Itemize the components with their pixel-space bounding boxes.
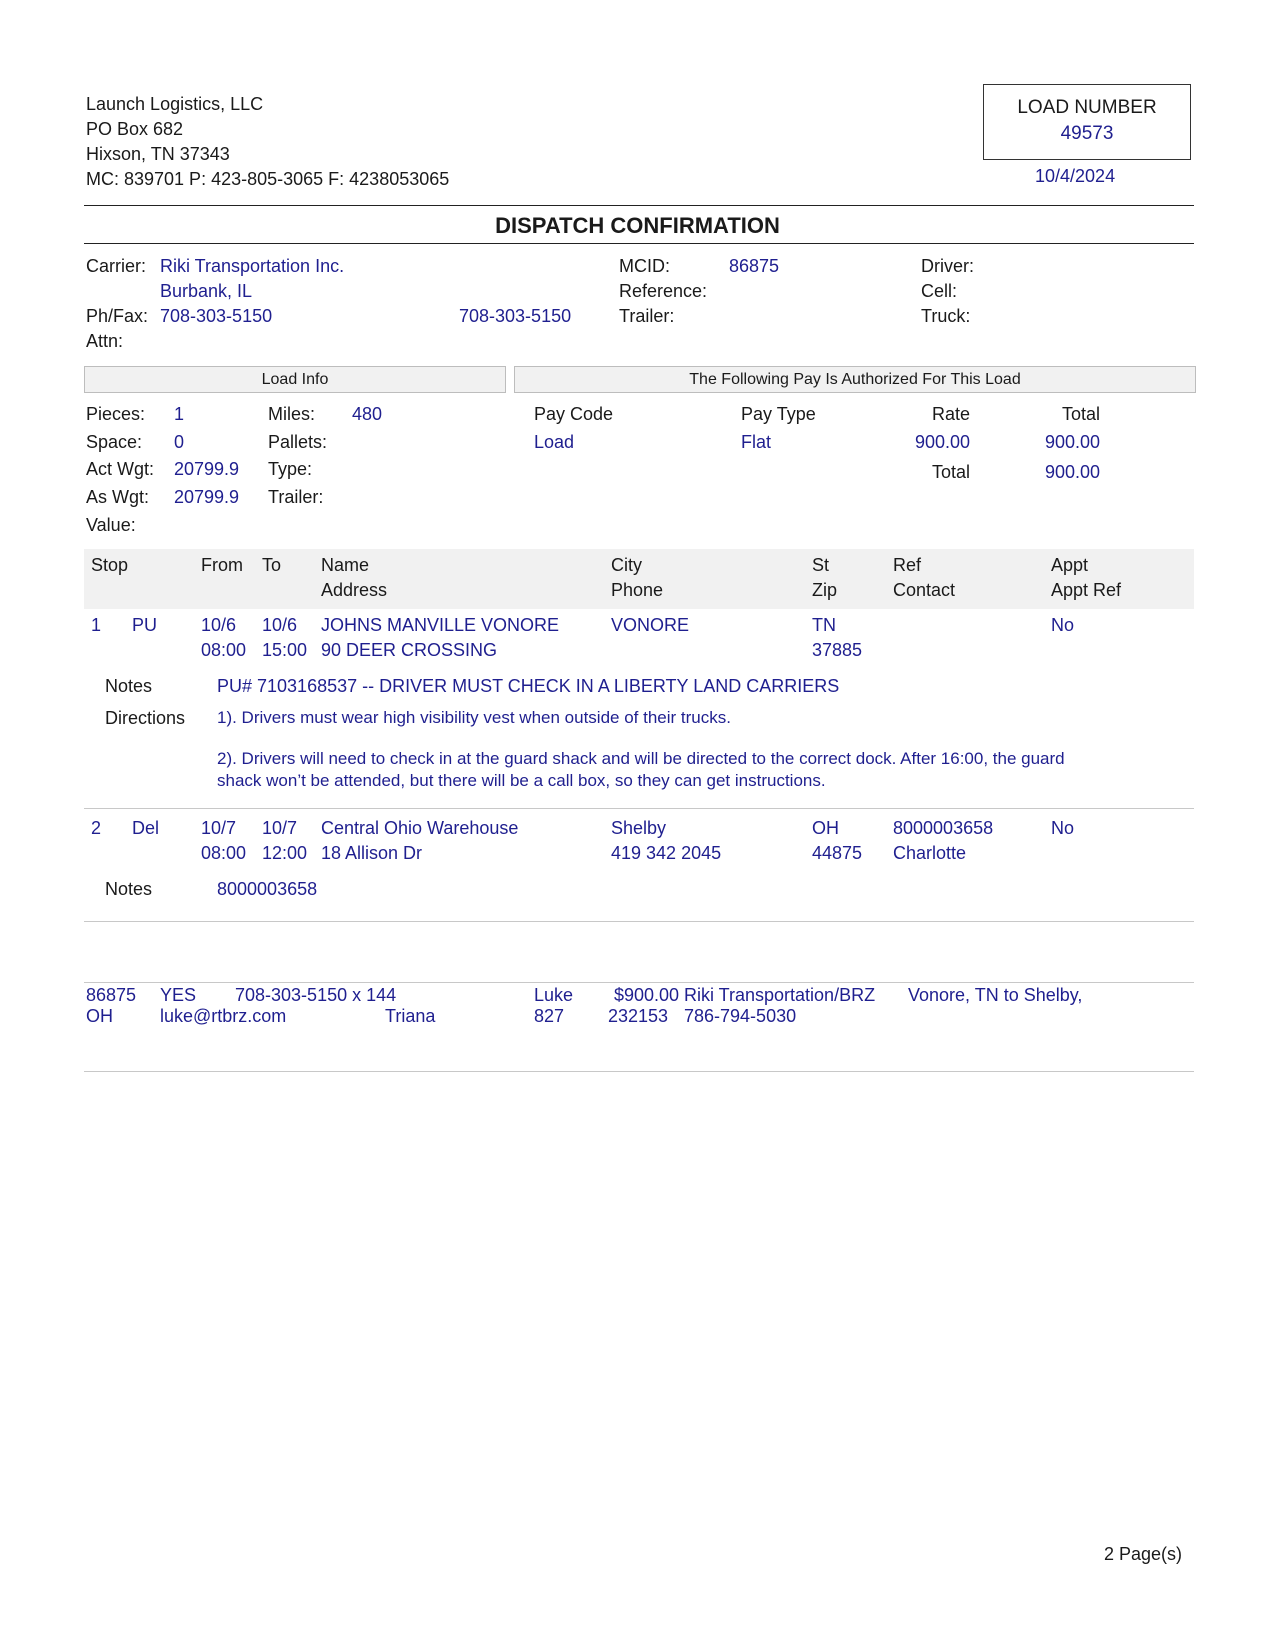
cell-label: Cell: (921, 281, 958, 301)
stop-number: 2 (91, 818, 102, 838)
total-header: Total (1061, 404, 1100, 424)
company-name: Launch Logistics, LLC (86, 94, 264, 114)
miles-value: 480 (352, 404, 383, 424)
stop-notes: 8000003658 (217, 879, 318, 899)
pay-amount: 900.00 (1044, 432, 1100, 452)
stop-directions-line2: 2). Drivers will need to check in at the guard shack and will be directed to the correct dock. After 16:00, the guard (217, 749, 1065, 768)
pay-total-label: Total (931, 462, 970, 482)
stop-appt: No (1051, 818, 1075, 838)
stop-number: 1 (91, 615, 102, 635)
act-wgt-label: Act Wgt: (86, 459, 155, 479)
footer-cell: 86875 (86, 985, 137, 1005)
load-trailer-label: Trailer: (268, 487, 324, 507)
col-appt-ref: Appt Ref (1051, 580, 1122, 600)
trailer-label: Trailer: (619, 306, 675, 326)
footer-cell: 786-794-5030 (684, 1006, 797, 1026)
stop-directions-label: Directions (105, 708, 186, 728)
stop-from-time: 08:00 (201, 640, 247, 660)
stop-from-date: 10/7 (201, 818, 237, 838)
pieces-value: 1 (174, 404, 185, 424)
stop-to-date: 10/6 (262, 615, 298, 635)
driver-label: Driver: (921, 256, 974, 276)
stop-state: TN (812, 615, 836, 635)
col-address: Address (321, 580, 388, 600)
load-info-header: Load Info (84, 366, 506, 393)
stop-divider (84, 808, 1194, 809)
carrier-fax: 708-303-5150 (459, 306, 572, 326)
stop-zip: 37885 (812, 640, 863, 660)
pallets-label: Pallets: (268, 432, 328, 452)
title-bottom-rule (84, 243, 1194, 244)
footer-cell: 232153 (608, 1006, 669, 1026)
stops-end-rule (84, 921, 1194, 922)
pieces-label: Pieces: (86, 404, 146, 424)
footer-cell: luke@rtbrz.com (160, 1006, 287, 1026)
carrier-name: Riki Transportation Inc. (160, 256, 345, 276)
footer-cell: Triana (385, 1006, 436, 1026)
attn-label: Attn: (86, 331, 124, 351)
stop-city: VONORE (611, 615, 690, 635)
footer-bottom-rule (84, 1071, 1194, 1072)
col-city: City (611, 555, 642, 575)
pay-code-header: Pay Code (534, 404, 614, 424)
miles-label: Miles: (268, 404, 316, 424)
stop-directions-line1: 1). Drivers must wear high visibility vest when outside of their trucks. (217, 708, 731, 727)
footer-top-rule (84, 982, 1194, 983)
col-st: St (812, 555, 830, 575)
load-number: 49573 (1060, 123, 1114, 144)
footer-cell: 827 (534, 1006, 565, 1026)
pay-header: The Following Pay Is Authorized For This Load (514, 366, 1196, 393)
pay-rate: 900.00 (914, 432, 970, 452)
act-wgt-value: 20799.9 (174, 459, 240, 479)
stop-from-date: 10/6 (201, 615, 237, 635)
footer-cell: Luke (534, 985, 574, 1005)
phfax-label: Ph/Fax: (86, 306, 149, 326)
stop-to-time: 12:00 (262, 843, 308, 863)
as-wgt-label: As Wgt: (86, 487, 150, 507)
carrier-label: Carrier: (86, 256, 147, 276)
page-count: 2 Page(s) (1104, 1544, 1183, 1564)
rate-header: Rate (931, 404, 970, 424)
value-label: Value: (86, 515, 136, 535)
stop-contact: Charlotte (893, 843, 967, 863)
carrier-phone: 708-303-5150 (160, 306, 273, 326)
col-zip: Zip (812, 580, 838, 600)
stop-to-time: 15:00 (262, 640, 308, 660)
space-value: 0 (174, 432, 185, 452)
company-address-line2: Hixson, TN 37343 (86, 144, 230, 164)
mcid-label: MCID: (619, 256, 670, 276)
col-appt: Appt (1051, 555, 1089, 575)
company-contact: MC: 839701 P: 423-805-3065 F: 4238053065 (86, 169, 450, 189)
company-address-line1: PO Box 682 (86, 119, 184, 139)
truck-label: Truck: (921, 306, 971, 326)
carrier-city: Burbank, IL (160, 281, 253, 301)
stop-zip: 44875 (812, 843, 863, 863)
load-number-label: LOAD NUMBER (1017, 97, 1157, 118)
stop-notes-label: Notes (105, 676, 153, 696)
col-phone: Phone (611, 580, 664, 600)
stop-name: Central Ohio Warehouse (321, 818, 519, 838)
stop-phone: 419 342 2045 (611, 843, 722, 863)
footer-cell: Vonore, TN to Shelby, (908, 985, 1083, 1005)
stop-from-time: 08:00 (201, 843, 247, 863)
footer-cell: 708-303-5150 x 144 (235, 985, 397, 1005)
stop-ref: 8000003658 (893, 818, 994, 838)
col-from: From (201, 555, 243, 575)
stop-directions-line3: shack won’t be attended, but there will be a call box, so they can get instructions. (217, 771, 826, 790)
pay-code: Load (534, 432, 575, 452)
stop-state: OH (812, 818, 839, 838)
stop-name: JOHNS MANVILLE VONORE (321, 615, 560, 635)
mcid-value: 86875 (729, 256, 780, 276)
col-ref: Ref (893, 555, 922, 575)
stop-address: 90 DEER CROSSING (321, 640, 498, 660)
stop-notes: PU# 7103168537 -- DRIVER MUST CHECK IN A LIBERTY LAND CARRIERS (217, 676, 840, 696)
stop-city: Shelby (611, 818, 667, 838)
reference-label: Reference: (619, 281, 708, 301)
footer-cell: $900.00 (614, 985, 680, 1005)
col-to: To (262, 555, 282, 575)
stop-appt: No (1051, 615, 1075, 635)
stop-to-date: 10/7 (262, 818, 298, 838)
stop-address: 18 Allison Dr (321, 843, 423, 863)
title-top-rule (84, 205, 1194, 206)
stop-type: PU (132, 615, 158, 635)
col-name: Name (321, 555, 370, 575)
pay-type: Flat (741, 432, 772, 452)
col-stop: Stop (91, 555, 129, 575)
pay-type-header: Pay Type (741, 404, 816, 424)
pay-total: 900.00 (1044, 462, 1100, 482)
company-info (86, 92, 449, 192)
type-label: Type: (268, 459, 313, 479)
stop-notes-label: Notes (105, 879, 153, 899)
stop-type: Del (132, 818, 160, 838)
space-label: Space: (86, 432, 143, 452)
load-number-box (983, 84, 1191, 160)
footer-cell: OH (86, 1006, 113, 1026)
load-date: 10/4/2024 (1035, 166, 1116, 186)
footer-cell: YES (160, 985, 197, 1005)
page-title: DISPATCH CONFIRMATION (495, 213, 780, 238)
footer-cell: Riki Transportation/BRZ (684, 985, 876, 1005)
col-contact: Contact (893, 580, 956, 600)
as-wgt-value: 20799.9 (174, 487, 240, 507)
